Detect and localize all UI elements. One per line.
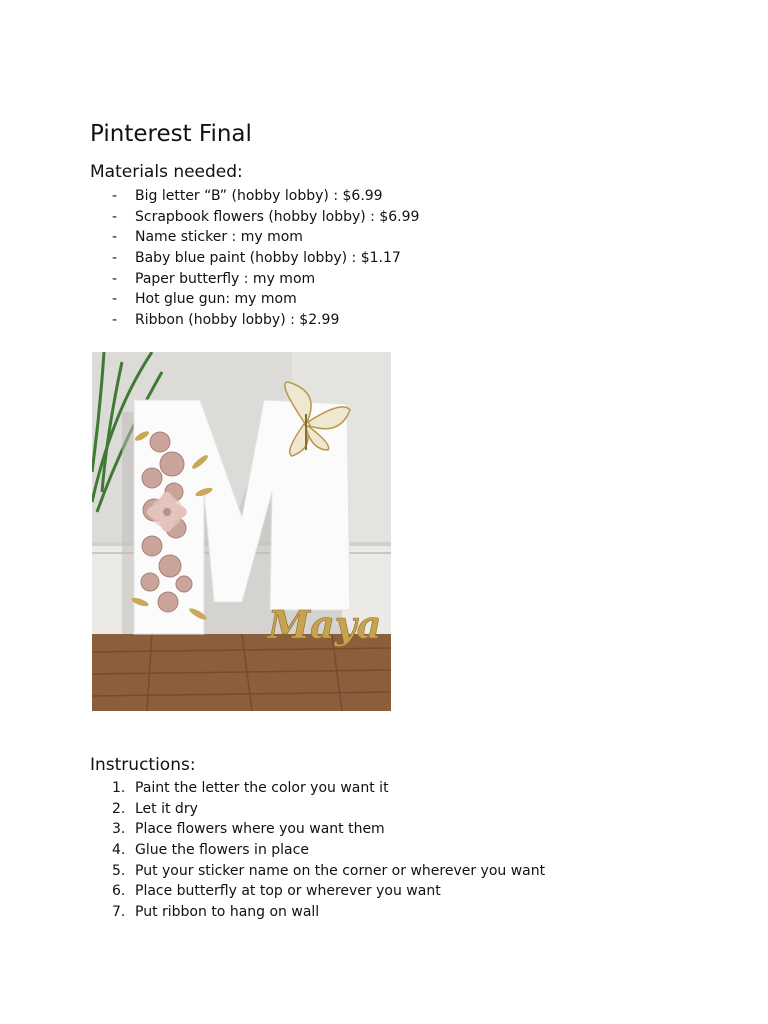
material-text: Ribbon (hobby lobby) : $2.99 [135, 312, 340, 329]
bullet-dash: - [112, 270, 118, 287]
list-item [90, 840, 545, 861]
material-text: Paper butterfly : my mom [135, 270, 316, 287]
list-item [90, 186, 419, 207]
list-item [90, 819, 545, 840]
name-sticker-text: Maya [268, 602, 382, 647]
list-item [90, 861, 545, 882]
photo-illustration [92, 352, 391, 711]
material-text: Scrapbook flowers (hobby lobby) : $6.99 [135, 208, 420, 225]
bullet-dash: - [112, 250, 118, 267]
list-item [90, 902, 545, 923]
step-text: Place flowers where you want them [135, 821, 385, 838]
step-number: 3. [112, 821, 126, 838]
step-number: 7. [112, 904, 126, 921]
bullet-dash: - [112, 208, 118, 225]
bullet-dash: - [112, 229, 118, 246]
list-item [90, 881, 545, 902]
bullet-dash: - [112, 291, 118, 308]
step-number: 2. [112, 800, 126, 817]
instructions-heading: Instructions: [90, 755, 196, 775]
step-text: Let it dry [135, 800, 198, 817]
bullet-dash: - [112, 312, 118, 329]
step-number: 5. [112, 862, 126, 879]
step-text: Glue the flowers in place [135, 842, 309, 859]
step-text: Put your sticker name on the corner or wherever you want [135, 862, 546, 879]
craft-photo [92, 352, 391, 711]
material-text: Big letter “B” (hobby lobby) : $6.99 [135, 188, 383, 204]
list-item [90, 289, 419, 310]
list-item [90, 778, 545, 799]
material-text: Baby blue paint (hobby lobby) : $1.17 [135, 250, 401, 267]
list-item [90, 799, 545, 820]
step-text: Put ribbon to hang on wall [135, 904, 320, 921]
bullet-dash: - [112, 188, 118, 204]
step-number: 1. [112, 780, 126, 796]
list-item [90, 227, 419, 248]
step-text: Paint the letter the color you want it [135, 780, 389, 796]
document-title: Pinterest Final [90, 121, 252, 147]
material-text: Hot glue gun: my mom [135, 291, 297, 308]
instructions-list [90, 778, 545, 923]
materials-list [90, 186, 419, 331]
step-number: 6. [112, 883, 126, 900]
list-item [90, 269, 419, 290]
list-item [90, 207, 419, 228]
materials-heading: Materials needed: [90, 162, 243, 182]
list-item [90, 310, 419, 331]
list-item [90, 248, 419, 269]
step-text: Place butterfly at top or wherever you want [135, 883, 441, 900]
material-text: Name sticker : my mom [135, 229, 303, 246]
step-number: 4. [112, 842, 126, 859]
